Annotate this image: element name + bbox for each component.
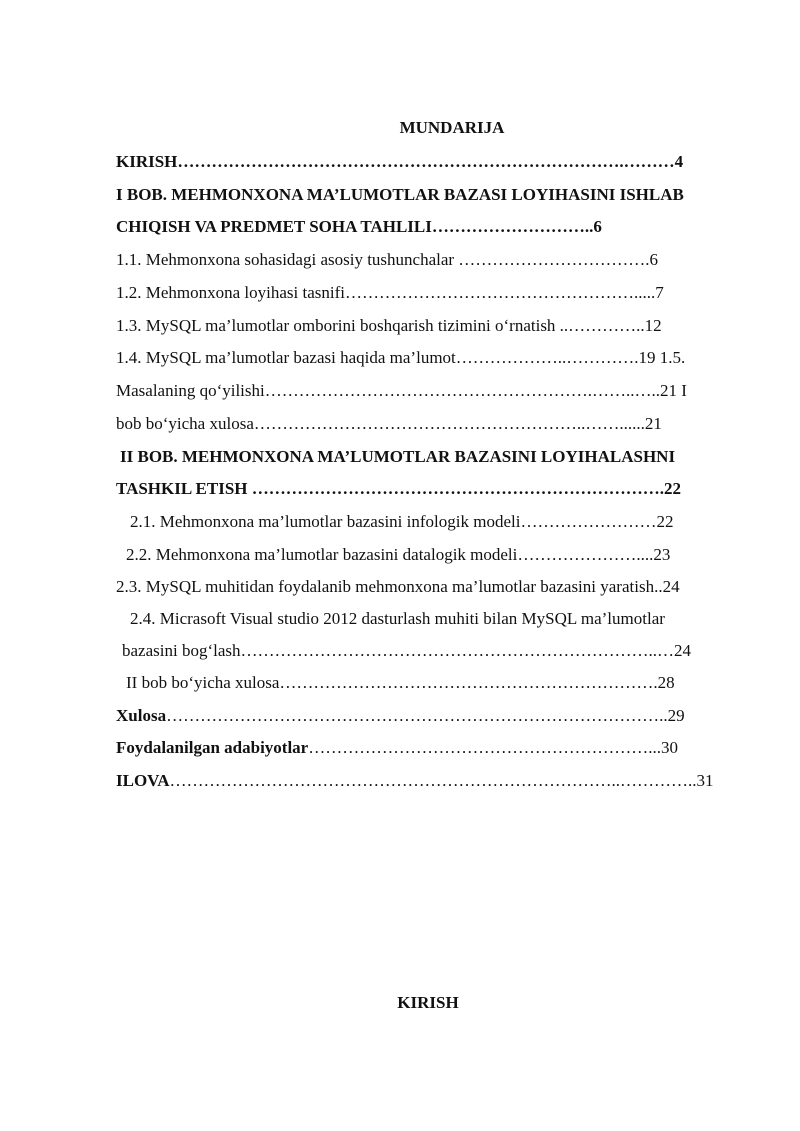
toc-entry-chapter-1-title-line-2: CHIQISH VA PREDMET SOHA TAHLILI………………………..6 (116, 217, 602, 236)
toc-entry-2-2: 2.2. Mehmonxona ma’lumotlar bazasini datalogik modeli…………………....23 (126, 545, 671, 564)
toc-entry-references: Foydalanilgan adabiyotlar……………………………………………………...30 (116, 738, 678, 757)
toc-entry-2-1: 2.1. Mehmonxona ma’lumotlar bazasini infologik modeli……………………22 (130, 512, 674, 531)
toc-entry-chapter-1-title-line-1: I BOB. MEHMONXONA MA’LUMOTLAR BAZASI LOYIHASINI ISHLAB (116, 185, 684, 204)
toc-entry-1-2: 1.2. Mehmonxona loyihasi tasnifi…………………………………………….....7 (116, 283, 664, 302)
toc-entry-chapter-2-title-line-1: II BOB. MEHMONXONA MA’LUMOTLAR BAZASINI LOYIHALASHNI (120, 447, 676, 466)
toc-entry-chapter-2-title-line-2: TASHKIL ETISH ……………………………………………………………….22 (116, 479, 681, 498)
toc-entry-chapter-1-summary: bob bo‘yicha xulosa…………………………………………………..……......21 (116, 414, 662, 433)
toc-entry-1-1: 1.1. Mehmonxona sohasidagi asosiy tushunchalar …………………………….6 (116, 250, 659, 269)
toc-entry-2-3: 2.3. MySQL muhitidan foydalanib mehmonxona ma’lumotlar bazasini yaratish..24 (116, 577, 680, 596)
toc-entry-1-5: Masalaning qo‘yilishi………………………………………………….……..…..21 I (116, 381, 687, 400)
toc-entry-kirish: KIRISH…………………………………………………………………….………4 (116, 152, 684, 171)
toc-entry-1-4: 1.4. MySQL ma’lumotlar bazasi haqida ma’lumot………………..………….19 1.5. (116, 348, 686, 367)
toc-entry-2-4-line-2: bazasini bog‘lash………………………………………………………………..…24 (122, 641, 691, 660)
toc-entry-1-3: 1.3. MySQL ma’lumotlar omborini boshqarish tizimini o‘rnatish ..…………..12 (116, 316, 662, 335)
toc-entry-chapter-2-summary: II bob bo‘yicha xulosa………………………………………………………….28 (126, 673, 675, 692)
toc-title: MUNDARIJA (399, 118, 505, 137)
toc-entry-xulosa: Xulosa……………………………………………………………………………..29 (116, 706, 685, 725)
toc-entry-2-4-line-1: 2.4. Micrasoft Visual studio 2012 dasturlash muhiti bilan MySQL ma’lumotlar (130, 609, 665, 628)
section-heading-kirish: KIRISH (397, 993, 459, 1012)
toc-entry-appendix: ILOVA……………………………………………………………………..…………..31 (116, 771, 714, 790)
